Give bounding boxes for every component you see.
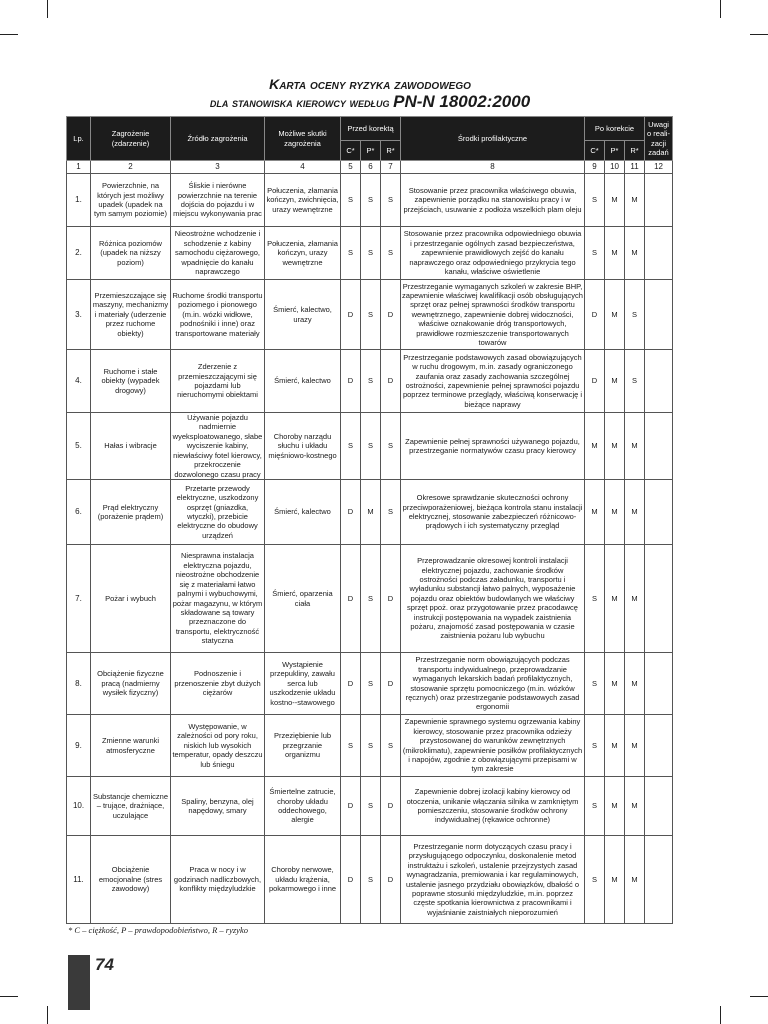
col-number: 3	[171, 161, 265, 174]
row-zagrozenie: Substancje chemiczne – trujące, drażniące, uczulające	[91, 777, 171, 836]
row-lp: 4.	[67, 350, 91, 413]
col-number: 5	[341, 161, 361, 174]
row-srodki: Przestrzeganie podstawowych zasad obowiązujących w ruchu drogowym, m.in. zasady ograniczonego zaufania oraz zasady zachowania szczególnej ostrożności, zapewnienie pełnej sprawności pojazdu poprzez terminowe przeglądy, właściwą konserwację i bieżące naprawy	[401, 350, 585, 413]
row-lp: 10.	[67, 777, 91, 836]
crop-mark	[47, 1006, 48, 1024]
row-uwagi	[645, 227, 673, 280]
table-row	[67, 174, 673, 227]
row-c-after: M	[585, 413, 605, 480]
crop-mark	[0, 996, 18, 997]
row-zrodlo: Podnoszenie i przenoszenie zbyt dużych ciężarów	[171, 653, 265, 715]
row-r-after: M	[625, 480, 645, 545]
row-c-after: S	[585, 174, 605, 227]
row-c-before: S	[341, 174, 361, 227]
page-title: Karta oceny ryzyka zawodowego	[269, 76, 471, 92]
row-c-after: D	[585, 280, 605, 350]
row-p-before: S	[361, 350, 381, 413]
row-skutki: Choroby narządu słuchu i układu mięśniowo-kostnego	[265, 413, 341, 480]
subtitle-standard: PN-N 18002:2000	[393, 92, 531, 111]
header-po-korekcie: Po korekcie	[585, 117, 645, 141]
row-p-after: M	[605, 777, 625, 836]
row-r-after: S	[625, 350, 645, 413]
row-uwagi	[645, 174, 673, 227]
row-r-after: M	[625, 174, 645, 227]
row-c-after: M	[585, 480, 605, 545]
crop-mark	[750, 34, 768, 35]
table-row	[67, 227, 673, 280]
row-c-after: S	[585, 545, 605, 653]
row-c-after: S	[585, 653, 605, 715]
row-uwagi	[645, 715, 673, 777]
row-c-before: D	[341, 280, 361, 350]
footnote: * C – ciężkość, P – prawdopodobieństwo, R – ryzyko	[68, 925, 248, 935]
col-number: 7	[381, 161, 401, 174]
row-zrodlo: Występowanie, w zależności od pory roku, niskich lub wysokich temperatur, opady deszczu lub śniegu	[171, 715, 265, 777]
row-srodki: Przestrzeganie norm obowiązujących podczas transportu indywidualnego, przeprowadzanie wymaganych lekarskich badań profilaktycznych, stosowanie sprzętu pomocniczego (m.in. wózków ręcznych) oraz przestrzeganie podstawowych zasad ergonomii	[401, 653, 585, 715]
page-number-bar	[68, 955, 90, 1010]
row-uwagi	[645, 413, 673, 480]
row-srodki: Stosowanie przez pracownika odpowiedniego obuwia i przestrzeganie ogólnych zasad bezpieczeństwa, zapewnienie prawidłowych zejść do kanału naprawczego oraz odpowiedniego przykrycia tego kanału, właściwe oświetlenie	[401, 227, 585, 280]
table-row	[67, 480, 673, 545]
row-uwagi	[645, 545, 673, 653]
table-row	[67, 836, 673, 924]
row-srodki: Zapewnienie pełnej sprawności używanego pojazdu, przestrzeganie normatywów czasu pracy kierowcy	[401, 413, 585, 480]
row-r-before: S	[381, 413, 401, 480]
row-c-before: D	[341, 545, 361, 653]
row-p-before: M	[361, 480, 381, 545]
row-p-after: M	[605, 545, 625, 653]
header-p-before: P*	[361, 141, 381, 161]
row-zagrozenie: Obciążenie fizyczne pracą (nadmierny wysiłek fizyczny)	[91, 653, 171, 715]
row-zagrozenie: Prąd elektryczny (porażenie prądem)	[91, 480, 171, 545]
crop-mark	[0, 34, 18, 35]
header-c-before: C*	[341, 141, 361, 161]
row-skutki: Połuczenia, złamania kończyn, urazy wewnętrzne	[265, 227, 341, 280]
row-c-before: D	[341, 836, 361, 924]
row-lp: 8.	[67, 653, 91, 715]
row-p-after: M	[605, 653, 625, 715]
row-c-before: D	[341, 350, 361, 413]
risk-assessment-table	[66, 116, 673, 924]
row-lp: 3.	[67, 280, 91, 350]
crop-mark	[720, 1006, 721, 1024]
row-skutki: Wystąpienie przepukliny, zawału serca lub uszkodzenie układu kostno--stawowego	[265, 653, 341, 715]
row-lp: 11.	[67, 836, 91, 924]
row-p-before: S	[361, 413, 381, 480]
row-srodki: Stosowanie przez pracownika właściwego obuwia, zapewnienie porządku na stanowisku pracy i w przejściach, usuwanie z podłoża wszelkich plam oleju	[401, 174, 585, 227]
row-lp: 2.	[67, 227, 91, 280]
table-row	[67, 413, 673, 480]
row-p-before: S	[361, 174, 381, 227]
col-number: 9	[585, 161, 605, 174]
header-r-after: R*	[625, 141, 645, 161]
row-zagrozenie: Hałas i wibracje	[91, 413, 171, 480]
col-number: 6	[361, 161, 381, 174]
row-zrodlo: Praca w nocy i w godzinach nadliczbowych, konflikty międzyludzkie	[171, 836, 265, 924]
table-row	[67, 545, 673, 653]
row-lp: 1.	[67, 174, 91, 227]
row-c-after: S	[585, 777, 605, 836]
row-p-before: S	[361, 227, 381, 280]
row-c-before: D	[341, 480, 361, 545]
col-number: 8	[401, 161, 585, 174]
row-srodki: Zapewnienie dobrej izolacji kabiny kierowcy od otoczenia, unikanie włączania silnika w zamkniętym pomieszczeniu, stosowanie środków ochrony indywidualnej (rękawice ochronne)	[401, 777, 585, 836]
row-c-before: S	[341, 413, 361, 480]
header-lp: Lp.	[67, 117, 91, 161]
header-p-after: P*	[605, 141, 625, 161]
crop-mark	[720, 0, 721, 18]
row-lp: 9.	[67, 715, 91, 777]
row-r-before: D	[381, 350, 401, 413]
row-r-after: M	[625, 715, 645, 777]
row-r-before: D	[381, 653, 401, 715]
row-uwagi	[645, 350, 673, 413]
row-c-after: S	[585, 227, 605, 280]
row-p-after: M	[605, 715, 625, 777]
row-r-after: S	[625, 280, 645, 350]
row-zrodlo: Używanie pojazdu nadmiernie wyeksploatowanego, słabe wyciszenie kabiny, niewłaściwy fotel kierowcy, przekroczenie dozwolonego czasu pracy	[171, 413, 265, 480]
column-numbers-row	[67, 161, 673, 174]
row-skutki: Śmierć, kalectwo, urazy	[265, 280, 341, 350]
row-r-before: S	[381, 715, 401, 777]
row-c-before: D	[341, 653, 361, 715]
row-p-after: M	[605, 350, 625, 413]
row-r-before: D	[381, 545, 401, 653]
row-skutki: Śmierć, kalectwo	[265, 480, 341, 545]
row-r-after: M	[625, 777, 645, 836]
row-r-after: M	[625, 836, 645, 924]
row-uwagi	[645, 777, 673, 836]
row-c-before: S	[341, 227, 361, 280]
row-lp: 7.	[67, 545, 91, 653]
row-zrodlo: Spaliny, benzyna, olej napędowy, smary	[171, 777, 265, 836]
row-r-before: S	[381, 480, 401, 545]
row-skutki: Śmierć, oparzenia ciała	[265, 545, 341, 653]
col-number: 10	[605, 161, 625, 174]
row-skutki: Śmiertelne zatrucie, choroby układu oddechowego, alergie	[265, 777, 341, 836]
row-zrodlo: Nieostrożne wchodzenie i schodzenie z kabiny samochodu ciężarowego, wpadnięcie do kanału naprawczego	[171, 227, 265, 280]
row-r-after: M	[625, 545, 645, 653]
col-number: 4	[265, 161, 341, 174]
row-zrodlo: Przetarte przewody elektryczne, uszkodzony osprzęt (gniazdka, wtyczki), przebicie elektryczne do obudowy urządzeń	[171, 480, 265, 545]
row-p-after: M	[605, 413, 625, 480]
row-c-after: S	[585, 836, 605, 924]
header-c-after: C*	[585, 141, 605, 161]
row-uwagi	[645, 280, 673, 350]
row-p-before: S	[361, 836, 381, 924]
col-number: 12	[645, 161, 673, 174]
row-zagrozenie: Pożar i wybuch	[91, 545, 171, 653]
row-r-before: S	[381, 174, 401, 227]
row-uwagi	[645, 836, 673, 924]
row-p-after: M	[605, 227, 625, 280]
crop-mark	[750, 996, 768, 997]
table-row	[67, 280, 673, 350]
row-p-before: S	[361, 280, 381, 350]
row-r-before: D	[381, 280, 401, 350]
table-row	[67, 350, 673, 413]
col-number: 2	[91, 161, 171, 174]
header-przed-korekta: Przed korektą	[341, 117, 401, 141]
row-uwagi	[645, 480, 673, 545]
row-p-after: M	[605, 836, 625, 924]
row-p-before: S	[361, 715, 381, 777]
crop-mark	[47, 0, 48, 18]
row-r-after: M	[625, 413, 645, 480]
row-zagrozenie: Ruchome i stałe obiekty (wypadek drogowy)	[91, 350, 171, 413]
row-lp: 5.	[67, 413, 91, 480]
row-zrodlo: Zderzenie z przemieszczającymi się pojazdami lub nieruchomymi obiektami	[171, 350, 265, 413]
row-r-before: D	[381, 777, 401, 836]
subtitle-prefix: dla stanowiska kierowcy według	[209, 95, 390, 110]
row-r-after: M	[625, 653, 645, 715]
row-skutki: Śmierć, kalectwo	[265, 350, 341, 413]
row-r-before: D	[381, 836, 401, 924]
row-c-after: S	[585, 715, 605, 777]
row-lp: 6.	[67, 480, 91, 545]
row-srodki: Przeprowadzanie okresowej kontroli instalacji elektrycznej pojazdu, zachowanie środków ostrożności podczas załadunku, transportu i wyładunku substancji łatwo palnych, wyposażenie pojazdu oraz obiektów budowlanych we właściwy sprzęt ppoż. oraz przygotowanie przez pracodawcę instrukcji postępowania na wypadek zaistnienia pożaru, znajomość zasad postępowania w czasie zaistnienia pożaru lub wybuchu	[401, 545, 585, 653]
row-skutki: Choroby nerwowe, układu krążenia, pokarmowego i inne	[265, 836, 341, 924]
row-zrodlo: Śliskie i nierówne powierzchnie na terenie dojścia do pojazdu i w miejscu wykonywania prac	[171, 174, 265, 227]
header-srodki: Środki profilaktyczne	[401, 117, 585, 161]
header-r-before: R*	[381, 141, 401, 161]
header-skutki: Możliwe skutki zagrożenia	[265, 117, 341, 161]
row-zrodlo: Ruchome środki transportu poziomego i pionowego (m.in. wózki widłowe, podnośniki i inne) oraz transportowane materiały	[171, 280, 265, 350]
row-zagrozenie: Różnica poziomów (upadek na niższy poziom)	[91, 227, 171, 280]
row-p-after: M	[605, 280, 625, 350]
row-zagrozenie: Obciążenie emocjonalne (stres zawodowy)	[91, 836, 171, 924]
page-number: 74	[95, 955, 114, 974]
table-row	[67, 777, 673, 836]
header-zagrozenie: Zagrożenie (zdarzenie)	[91, 117, 171, 161]
table-row	[67, 715, 673, 777]
header-zrodlo: Źródło zagrożenia	[171, 117, 265, 161]
row-uwagi	[645, 653, 673, 715]
row-p-before: S	[361, 653, 381, 715]
row-zagrozenie: Przemieszczające się maszyny, mechanizmy i materiały (uderzenie przez ruchome obiekty)	[91, 280, 171, 350]
row-p-before: S	[361, 545, 381, 653]
row-zrodlo: Niesprawna instalacja elektryczna pojazdu, nieostrożne obchodzenie się z materiałami łatwo palnymi i wybuchowymi, pożar magazynu, w którym składowane są towary przeznaczone do transportu, elektryczność statyczna	[171, 545, 265, 653]
col-number: 1	[67, 161, 91, 174]
row-c-after: D	[585, 350, 605, 413]
row-r-after: M	[625, 227, 645, 280]
row-r-before: S	[381, 227, 401, 280]
header-uwagi: Uwagi o reali-zacji zadań	[645, 117, 673, 161]
row-p-after: M	[605, 480, 625, 545]
row-c-before: D	[341, 777, 361, 836]
row-p-after: M	[605, 174, 625, 227]
row-srodki: Przestrzeganie wymaganych szkoleń w zakresie BHP, zapewnienie właściwej kwalifikacji osób obsługujących sprzęt oraz pełnej sprawności środków transportu wewnętrznego, zapewnienie dobrej widoczności, właściwe oznakowanie dróg transportowych, prawidłowe rozmieszczenie transportowanych towarów	[401, 280, 585, 350]
row-skutki: Przeziębienie lub przegrzanie organizmu	[265, 715, 341, 777]
row-srodki: Okresowe sprawdzanie skuteczności ochrony przeciwporażeniowej, bieżąca kontrola stanu instalacji elektrycznej, stosowanie zabezpieczeń różnicowo-prądowych i ich systematyczny przegląd	[401, 480, 585, 545]
row-c-before: S	[341, 715, 361, 777]
row-p-before: S	[361, 777, 381, 836]
col-number: 11	[625, 161, 645, 174]
page-subtitle	[66, 93, 674, 111]
table-row	[67, 653, 673, 715]
row-zagrozenie: Powierzchnie, na których jest możliwy upadek (upadek na tym samym poziomie)	[91, 174, 171, 227]
row-srodki: Zapewnienie sprawnego systemu ogrzewania kabiny kierowcy, stosowanie przez pracownika odzieży przystosowanej do warunków zewnętrznych (mikroklimatu), zapewnienie posiłków profilaktycznych i napojów, zgodnie z obowiązującymi przepisami w tym zakresie	[401, 715, 585, 777]
row-zagrozenie: Zmienne warunki atmosferyczne	[91, 715, 171, 777]
row-srodki: Przestrzeganie norm dotyczących czasu pracy i przysługującego odpoczynku, doskonalenie metod instruktażu i szkoleń, ustalenie przejrzystych zasad wynagradzania, premiowania i kar regulaminowych, ustalenie jasnego przydziału obowiązków, dbałość o poprawne stosunki międzyludzkie, m.in. poprzez częste spotkania kierownictwa z pracownikami i wyjaśnianie zaistniałych nieporozumień	[401, 836, 585, 924]
row-skutki: Połuczenia, złamania kończyn, zwichnięcia, urazy wewnętrzne	[265, 174, 341, 227]
